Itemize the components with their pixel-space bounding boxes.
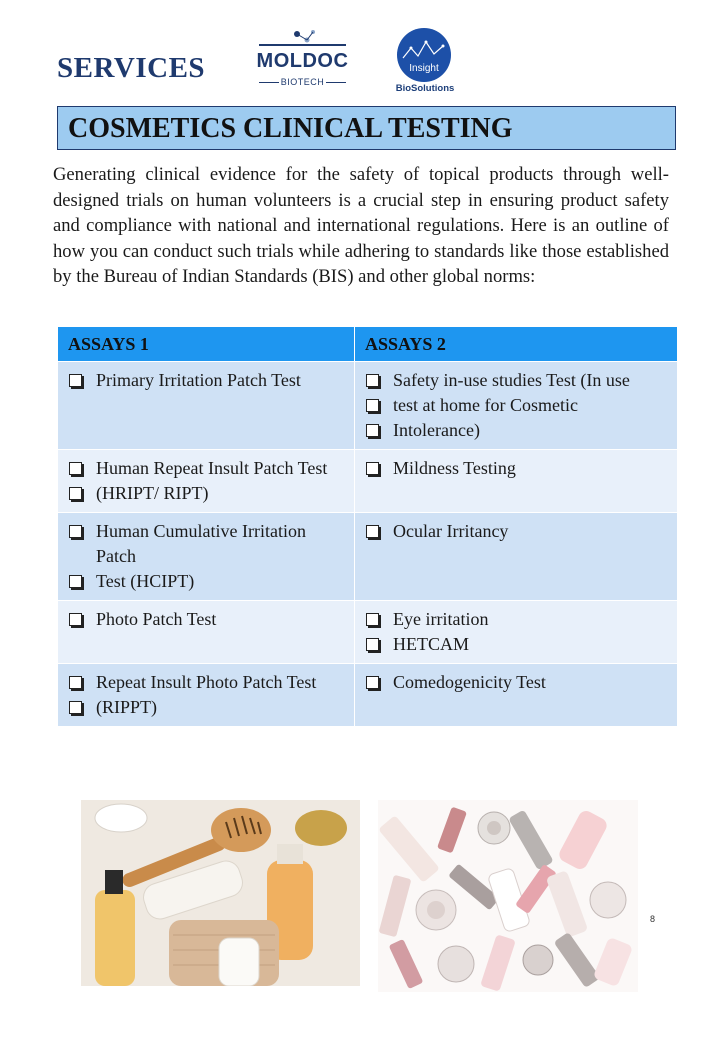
checkbox-list — [365, 670, 669, 695]
checkbox-list — [68, 607, 346, 632]
assays-1-cell — [58, 450, 355, 513]
table-row — [58, 362, 678, 450]
banner-title: COSMETICS CLINICAL TESTING — [68, 113, 513, 144]
cosmetic-bottles-photo — [81, 800, 360, 986]
list-item: Repeat Insult Photo Patch Test — [68, 670, 346, 695]
moldoc-logo — [255, 28, 350, 90]
list-item: Human Repeat Insult Patch Test — [68, 456, 346, 481]
list-item: Photo Patch Test — [68, 607, 346, 632]
table-row — [58, 513, 678, 601]
cosmetic-bottles-image — [81, 800, 360, 986]
insight-logo-sub: BioSolutions — [395, 83, 455, 94]
checkbox-list — [68, 519, 346, 594]
intro-paragraph: Generating clinical evidence for the safety of topical products through well-designed trials on human volunteers is a crucial step in ensuring product safety and compliance with national and international regulations. Here is an outline of how you can conduct such trials while adhering to standards like those established by the Bureau of Indian Standards (BIS) and other global norms: — [53, 164, 669, 288]
moldoc-logo-word: MOLDOC — [256, 50, 349, 72]
assays-1-cell — [58, 513, 355, 601]
wave-icon — [401, 36, 447, 66]
list-item: Ocular Irritancy — [365, 519, 669, 544]
checkbox-list — [68, 456, 346, 506]
assays-1-cell — [58, 362, 355, 450]
list-item: (RIPPT) — [68, 695, 346, 720]
list-item: Primary Irritation Patch Test — [68, 368, 346, 393]
list-item: Comedogenicity Test — [365, 670, 669, 695]
makeup-products-photo — [378, 800, 638, 992]
checkbox-list — [68, 670, 346, 720]
table-row — [58, 664, 678, 727]
assays-2-cell — [355, 664, 678, 727]
list-item: HETCAM — [365, 632, 669, 657]
insight-logo-word: Insight — [409, 63, 439, 74]
list-item: Safety in-use studies Test (In use — [365, 368, 669, 393]
list-item: Eye irritation — [365, 607, 669, 632]
checkbox-list — [365, 368, 669, 443]
page-number: 8 — [650, 914, 656, 924]
assays-2-cell — [355, 601, 678, 664]
insight-logo — [393, 28, 457, 94]
assays-2-cell — [355, 362, 678, 450]
list-item: Human Cumulative Irritation Patch — [68, 519, 346, 569]
column-header-assays-2: ASSAYS 2 — [355, 327, 678, 362]
list-item: Mildness Testing — [365, 456, 669, 481]
moldoc-logo-sub: BIOTECH — [280, 77, 325, 87]
services-title: SERVICES — [57, 52, 206, 84]
checkbox-list — [365, 607, 669, 657]
assays-2-cell — [355, 450, 678, 513]
column-header-assays-1: ASSAYS 1 — [58, 327, 355, 362]
list-item: test at home for Cosmetic — [365, 393, 669, 418]
assays-table — [58, 327, 678, 726]
assays-1-cell — [58, 601, 355, 664]
checkbox-list — [365, 519, 669, 544]
table-header-row — [58, 327, 678, 362]
makeup-products-image — [378, 800, 638, 992]
list-item: (HRIPT/ RIPT) — [68, 481, 346, 506]
assays-1-cell — [58, 664, 355, 727]
table-row — [58, 601, 678, 664]
checkbox-list — [68, 368, 346, 393]
list-item: Test (HCIPT) — [68, 569, 346, 594]
assays-2-cell — [355, 513, 678, 601]
section-banner — [57, 106, 676, 150]
checkbox-list — [365, 456, 669, 481]
table-row — [58, 450, 678, 513]
list-item: Intolerance) — [365, 418, 669, 443]
